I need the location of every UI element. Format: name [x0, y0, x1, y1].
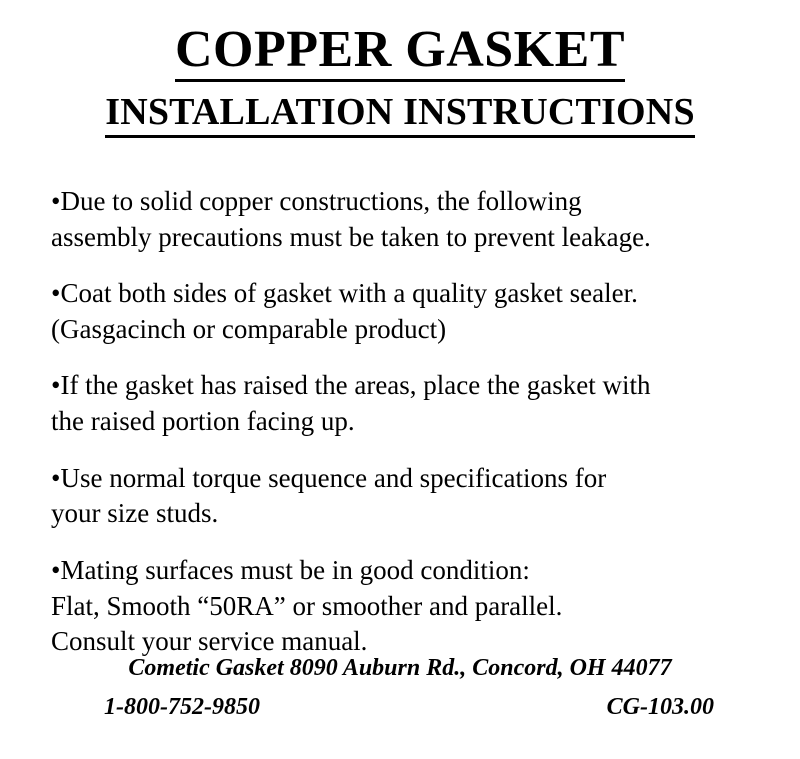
- page-subtitle: INSTALLATION INSTRUCTIONS: [105, 92, 695, 138]
- page-title: COPPER GASKET: [175, 22, 625, 82]
- instruction-line: Flat, Smooth “50RA” or smoother and parallel.: [51, 590, 563, 621]
- instruction-line: (Gasgacinch or comparable product): [51, 313, 447, 344]
- instruction-line: •Mating surfaces must be in good condition:: [51, 554, 530, 585]
- phone-number: 1-800-752-9850: [104, 694, 260, 720]
- part-number: CG-103.00: [606, 694, 714, 720]
- instruction-line: your size studs.: [51, 498, 219, 529]
- instruction-item: [51, 368, 754, 439]
- title-block: [46, 22, 754, 138]
- instruction-line: Consult your service manual.: [51, 626, 368, 657]
- instruction-item: [51, 184, 754, 255]
- footer-details: [46, 694, 754, 721]
- company-address: Cometic Gasket 8090 Auburn Rd., Concord, OH 44077: [128, 655, 672, 681]
- instruction-line: •Use normal torque sequence and specifications for: [51, 462, 607, 493]
- instruction-line: the raised portion facing up.: [51, 406, 355, 437]
- instructions-list: [46, 184, 754, 660]
- instruction-item: [51, 276, 754, 347]
- instruction-line: assembly precautions must be taken to prevent leakage.: [51, 221, 651, 252]
- instruction-item: [51, 461, 754, 532]
- footer: [46, 655, 754, 721]
- instruction-line: •Due to solid copper constructions, the following: [51, 185, 582, 216]
- instruction-line: •Coat both sides of gasket with a quality gasket sealer.: [51, 278, 638, 309]
- instruction-line: •If the gasket has raised the areas, place the gasket with: [51, 370, 651, 401]
- instruction-item: [51, 553, 754, 660]
